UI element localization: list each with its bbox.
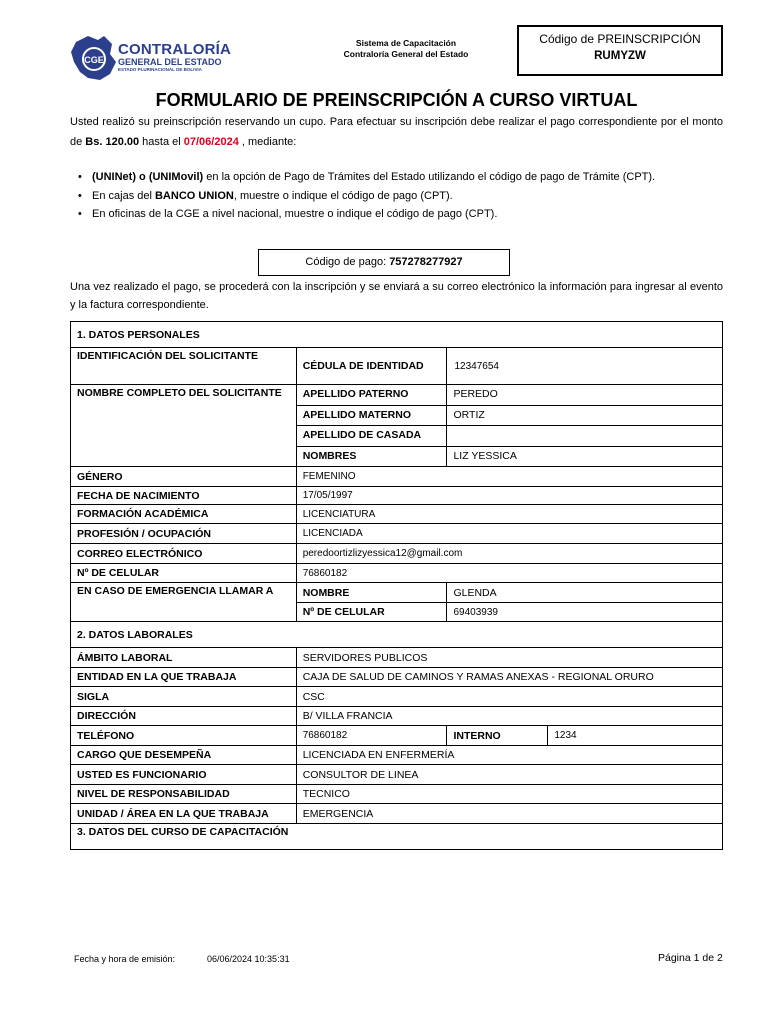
table-row — [71, 668, 723, 687]
after-payment-paragraph: Una vez realizado el pago, se procederá con la inscripción y se enviará a su correo electrónico la información para ingresar al evento y la factura correspondiente. — [70, 281, 723, 311]
preinscription-code-label: Código de PREINSCRIPCIÓN — [539, 32, 701, 46]
id-type: CÉDULA DE IDENTIDAD — [296, 348, 447, 385]
entity-label: ENTIDAD EN LA QUE TRABAJA — [71, 668, 297, 687]
intro-text-c: , mediante: — [238, 136, 297, 148]
birth-label: FECHA DE NACIMIENTO — [71, 487, 297, 505]
paterno-label: APELLIDO PATERNO — [296, 385, 447, 406]
bullet-text: , muestre o indique el código de pago (CPT). — [233, 189, 453, 202]
logo-mark: CGE — [84, 55, 104, 65]
unit-value: EMERGENCIA — [296, 804, 722, 824]
profession-label: PROFESIÓN / OCUPACIÓN — [71, 524, 297, 544]
list-item — [78, 187, 718, 206]
email-value: peredoortizlizyessica12@gmail.com — [296, 544, 722, 564]
scope-value: SERVIDORES PUBLICOS — [296, 648, 722, 668]
payment-code-label: Código de pago: — [305, 256, 390, 268]
system-line1: Sistema de Capacitación — [355, 38, 457, 48]
unit-label: UNIDAD / ÁREA EN LA QUE TRABAJA — [71, 804, 297, 824]
scope-label: ÁMBITO LABORAL — [71, 648, 297, 668]
system-heading — [316, 38, 496, 60]
issued-value: 06/06/2024 10:35:31 — [207, 954, 290, 964]
logo-line3: ESTADO PLURINACIONAL DE BOLIVIA — [118, 67, 202, 72]
acronym-label: SIGLA — [71, 687, 297, 707]
address-value: B/ VILLA FRANCIA — [296, 707, 722, 726]
official-label: USTED ES FUNCIONARIO — [71, 765, 297, 785]
responsibility-label: NIVEL DE RESPONSABILIDAD — [71, 785, 297, 804]
section-header-course — [71, 824, 723, 850]
section-title: 3. DATOS DEL CURSO DE CAPACITACIÓN — [71, 824, 723, 850]
gender-value: FEMENINO — [296, 467, 722, 487]
intro-paragraph — [70, 112, 723, 152]
section-header-personal — [71, 322, 723, 348]
intro-text-a: Usted realizó su preinscripción reservando un cupo. Para efectuar su inscripción debe realizar el pago correspondiente por el monto de — [70, 116, 723, 148]
responsibility-value: TECNICO — [296, 785, 722, 804]
table-row — [71, 726, 723, 746]
emergency-name-label: NOMBRE — [296, 583, 447, 603]
table-row — [71, 746, 723, 765]
table-row — [71, 687, 723, 707]
table-row — [71, 505, 723, 524]
emergency-cell-value: 69403939 — [447, 603, 723, 622]
id-value: 12347654 — [447, 348, 723, 385]
table-row — [71, 385, 723, 406]
bullet-text: En oficinas de la CGE a nivel nacional, muestre o indique el código de pago (CPT). — [92, 208, 498, 220]
page-number: Página 1 de 2 — [658, 952, 723, 964]
table-row — [71, 524, 723, 544]
bullet-text: en la opción de Pago de Trámites del Estado utilizando el código de pago de Trámite (CPT). — [203, 171, 656, 183]
education-value: LICENCIATURA — [296, 505, 722, 524]
nombres-value: LIZ YESSICA — [447, 446, 723, 467]
preinscription-code-box — [517, 25, 723, 76]
ext-label: INTERNO — [447, 726, 548, 746]
acronym-value: CSC — [296, 687, 722, 707]
emergency-label: EN CASO DE EMERGENCIA LLAMAR A — [71, 583, 297, 622]
position-label: CARGO QUE DESEMPEÑA — [71, 746, 297, 765]
table-row — [71, 487, 723, 505]
position-value: LICENCIADA EN ENFERMERÍA — [296, 746, 722, 765]
list-item — [78, 205, 718, 224]
logo-text — [118, 42, 231, 73]
table-row — [71, 348, 723, 385]
logo-line1: CONTRALORÍA — [118, 41, 232, 58]
logo-line2: GENERAL DEL ESTADO — [118, 57, 222, 67]
bullet-bold: (UNINet) o (UNIMovil) — [92, 171, 204, 183]
amount: Bs. 120.00 — [85, 136, 140, 148]
cell-value: 76860182 — [296, 564, 722, 583]
official-value: CONSULTOR DE LINEA — [296, 765, 722, 785]
gender-label: GÉNERO — [71, 467, 297, 487]
payment-code-value: 757278277927 — [389, 256, 463, 268]
payment-methods-list — [78, 168, 718, 224]
section-title: 1. DATOS PERSONALES — [71, 322, 723, 348]
section-header-work — [71, 622, 723, 648]
registration-form-table — [70, 321, 723, 850]
bullet-bold: BANCO UNION — [154, 189, 234, 202]
name-label: NOMBRE COMPLETO DEL SOLICITANTE — [71, 385, 297, 467]
cell-label: Nº DE CELULAR — [71, 564, 297, 583]
emergency-cell-label: Nº DE CELULAR — [296, 603, 447, 622]
phone-label: TELÉFONO — [71, 726, 297, 746]
phone-value: 76860182 — [296, 726, 447, 746]
paterno-value: PEREDO — [447, 385, 723, 406]
profession-value: LICENCIADA — [296, 524, 722, 544]
table-row — [71, 544, 723, 564]
address-label: DIRECCIÓN — [71, 707, 297, 726]
ext-value: 1234 — [548, 726, 723, 746]
payment-code-box — [258, 249, 510, 276]
table-row — [71, 564, 723, 583]
id-label: IDENTIFICACIÓN DEL SOLICITANTE — [71, 348, 297, 385]
education-label: FORMACIÓN ACADÉMICA — [71, 505, 297, 524]
casada-label: APELLIDO DE CASADA — [296, 426, 447, 447]
entity-value: CAJA DE SALUD DE CAMINOS Y RAMAS ANEXAS - REGIONAL ORURO — [296, 668, 722, 687]
table-row — [71, 583, 723, 603]
section-title: 2. DATOS LABORALES — [71, 622, 723, 648]
birth-value: 17/05/1997 — [296, 487, 722, 505]
table-row — [71, 648, 723, 668]
table-row — [71, 804, 723, 824]
system-line2: Contraloría General del Estado — [343, 49, 469, 59]
table-row — [71, 765, 723, 785]
table-row — [71, 467, 723, 487]
deadline-date: 07/06/2024 — [183, 136, 239, 148]
table-row — [71, 785, 723, 804]
preinscription-code-value: RUMYZW — [594, 50, 646, 62]
bullet-pre: En cajas del — [92, 189, 155, 202]
casada-value — [447, 426, 723, 447]
page-title: FORMULARIO DE PREINSCRIPCIÓN A CURSO VIRTUAL — [155, 90, 638, 110]
materno-value: ORTIZ — [447, 405, 723, 426]
issued-label: Fecha y hora de emisión: — [74, 954, 176, 964]
emergency-name-value: GLENDA — [447, 583, 723, 603]
table-row — [71, 707, 723, 726]
email-label: CORREO ELECTRÓNICO — [71, 544, 297, 564]
list-item — [78, 168, 718, 187]
materno-label: APELLIDO MATERNO — [296, 405, 447, 426]
nombres-label: NOMBRES — [296, 446, 447, 467]
intro-text-b: hasta el — [139, 136, 184, 148]
